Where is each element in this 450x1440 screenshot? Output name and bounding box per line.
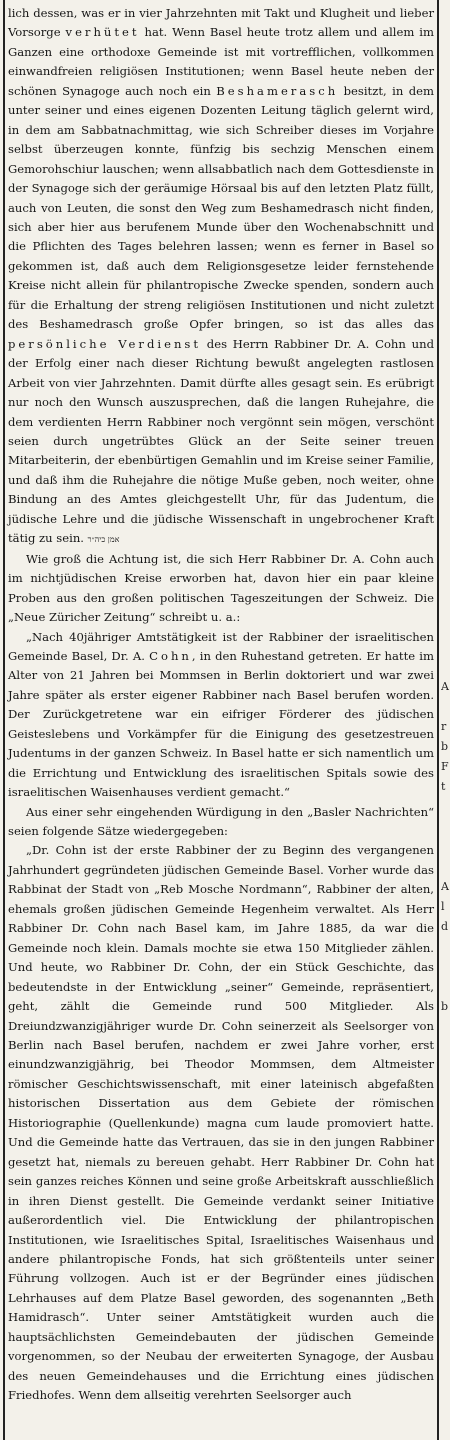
text-run: besitzt, in dem unter seiner und eines eigenen Dozenten Leitung täglich gelernt wird, in dem am Sabbatnachmittag, wie sich Schreiber dieses im Vorjahre selbst überzeugen konnte, fünfzig bis sechzig Menschen einem Gemorohschiur lauschen; wenn allsabbatlich nach dem Gottesdienste in der Synagoge sich der geräumige Hörsaal bis auf den letzten Platz füllt, auch von Leuten, die sonst den Weg zum Beshamedrasch nicht finden, sich aber hier aus berufenem Munde über den Wochenabschnitt und die Pflichten des Tages belehren lassen; wenn es ferner in Basel so gekommen ist, daß auch dem Religionsgesetze leider fernstehende Kreise nicht allein für philantropische Zwecke spenden, sondern auch für die Erhaltung der streng religiösen Institutionen und nicht zuletzt des Beshamedrasch große Opfer bringen, so ist das alles das xyxy=(8,83,434,332)
gutter-letter: l xyxy=(441,900,445,913)
quote-nzz xyxy=(8,628,434,803)
emphasis-text: Cohn xyxy=(149,648,192,663)
text-run: lich dessen, was er in vier Jahrzehnten mit Takt und Klugheit und lieber Vorsorge xyxy=(8,6,434,40)
gutter-letter: t xyxy=(441,780,446,793)
paragraph-intro xyxy=(8,4,434,550)
paragraph-basler: Aus einer sehr eingehenden Würdigung in den „Basler Nachrichten“ seien folgende Sätze wiedergegeben: xyxy=(8,804,434,839)
column-rule-right xyxy=(437,0,439,1440)
gutter-letter: A xyxy=(441,880,449,893)
gutter-letter: d xyxy=(441,920,449,933)
gutter-letter: b xyxy=(441,1000,449,1013)
gutter-letter: r xyxy=(441,720,447,733)
column-rule-left xyxy=(3,0,5,1440)
emphasis-text: persönliche Verdienst xyxy=(8,336,202,351)
gutter-letter: A xyxy=(441,680,449,693)
adjacent-column-fragment xyxy=(441,0,450,1440)
emphasis-text: Beshamerasch xyxy=(216,83,339,98)
text-run: des Herrn Rabbiner Dr. A. Cohn und der Erfolg einer nach dieser Richtung bewußt angelegten rastlosen Arbeit von vier Jahrzehnten. Damit dürfte alles gesagt sein. Es erübrigt nur noch den Wunsch auszusprechen, daß die langen Ruhejahre, die dem verdienten Herrn Rabbiner noch vergönnt sein mögen, verschönt seien durch ungetrübtes Glück an der Seite seiner treuen Mitarbeiterin, der ebenbürtigen Gemahlin und im Kreise seiner Familie, und daß ihm die Ruhejahre die nötige Muße geben, noch weiter, ohne Bindung an des Amtes gleichgestellt Uhr, für das Judentum, die jüdische Lehre und die jüdische Wissenschaft in ungebrochener Kraft tätig zu sein. xyxy=(8,336,434,546)
article-column xyxy=(8,4,434,1406)
paragraph-respect: Wie groß die Achtung ist, die sich Herr Rabbiner Dr. A. Cohn auch im nichtjüdischen Kreise erworben hat, davon hier ein paar kleine Proben aus den großen politischen Tageszeitungen der Schweiz. Die „Neue Züricher Zeitung“ schreibt u. a.: xyxy=(8,551,434,625)
gutter-letter: F xyxy=(441,760,449,773)
text-run: „Nach 40jähriger Amtstätigkeit ist der Rabbiner der israelitischen Gemeinde Basel, Dr. A. xyxy=(8,629,434,663)
emphasis-text: verhütet xyxy=(65,25,140,40)
text-run: hat. Wenn Basel heute trotz allem und allem im Ganzen eine orthodoxe Gemeinde ist mit vortrefflichen, vollkommen einwandfreien religiösen Institutionen; wenn Basel heute neben der schönen Synagoge auch noch ein xyxy=(8,25,434,98)
hebrew-tag: אמן כיה״ר xyxy=(87,535,120,545)
quote-basler-nachrichten: „Dr. Cohn ist der erste Rabbiner der zu Beginn des vergangenen Jahrhundert gegründeten jüdischen Gemeinde Basel. Vorher wurde das Rabbinat der Stadt von „Reb Mosche Nordmann“, Rabbiner der alten, ehemals großen jüdischen Gemeinde Hegenheim verwaltet. Als Herr Rabbiner Dr. Cohn nach Basel kam, im Jahre 1885, da war die Gemeinde noch klein. Damals mochte sie etwa 150 Mitglieder zählen. Und heute, wo Rabbiner Dr. Cohn, der ein Stück Geschichte, das bedeutendste in der Entwicklung „seiner“ Gemeinde, repräsentiert, geht, zählt die Gemeinde rund 500 Mitglieder. Als Dreiundzwanzigjähriger wurde Dr. Cohn seinerzeit als Seelsorger von Berlin nach Basel berufen, nachdem er zwei Jahre vorher, erst einundzwanzigjährig, bei Theodor Mommsen, dem Altmeister römischer Geschichtswissenschaft, mit einer lateinisch abgefaßten historischen Dissertation aus dem Gebiete der römischen Historiographie (Quellenkunde) magna cum laude promoviert hatte. Und die Gemeinde hatte das Vertrauen, das sie in den jungen Rabbiner gesetzt hat, niemals zu bereuen gehabt. Herr Rabbiner Dr. Cohn hat sein ganzes reiches Können und seine große Arbeitskraft ausschließlich in ihren Dienst gestellt. Die Gemeinde verdankt seiner Initiative außerordentlich viel. Die Entwicklung der philantropischen Institutionen, wie Israelitisches Spital, Israelitisches Waisenhaus und andere philantropische Fonds, hat sich größtenteils unter seiner Führung vollzogen. Auch ist er der Begründer eines jüdischen Lehrhauses auf dem Platze Basel geworden, des sogenannten „Beth Hamidrasch“. Unter seiner Amtstätigkeit wurden auch die hauptsächlichsten Gemeindebauten der jüdischen Gemeinde vorgenommen, so der Neubau der erweiterten Synagoge, der Ausbau des neuen Gemeindehauses und die Errichtung eines jüdischen Friedhofes. Wenn dem allseitig verehrten Seelsorger auch xyxy=(8,843,434,1403)
text-run: , in den Ruhestand getreten. Er hatte im Alter von 21 Jahren bei Mommsen in Berlin doktoriert und war zwei Jahre später als erster eigener Rabbiner nach Basel berufen worden. Der Zurückgetretene war ein eifriger Förderer des jüdischen Geisteslebens und Vorkämpfer für die Einigung des gesetzestreuen Judentums in der ganzen Schweiz. In Basel hatte er sich namentlich um die Errichtung und Entwicklung des israelitischen Spitals sowie des israelitischen Waisenhauses verdient gemacht.“ xyxy=(8,648,434,800)
gutter-letter: b xyxy=(441,740,449,753)
